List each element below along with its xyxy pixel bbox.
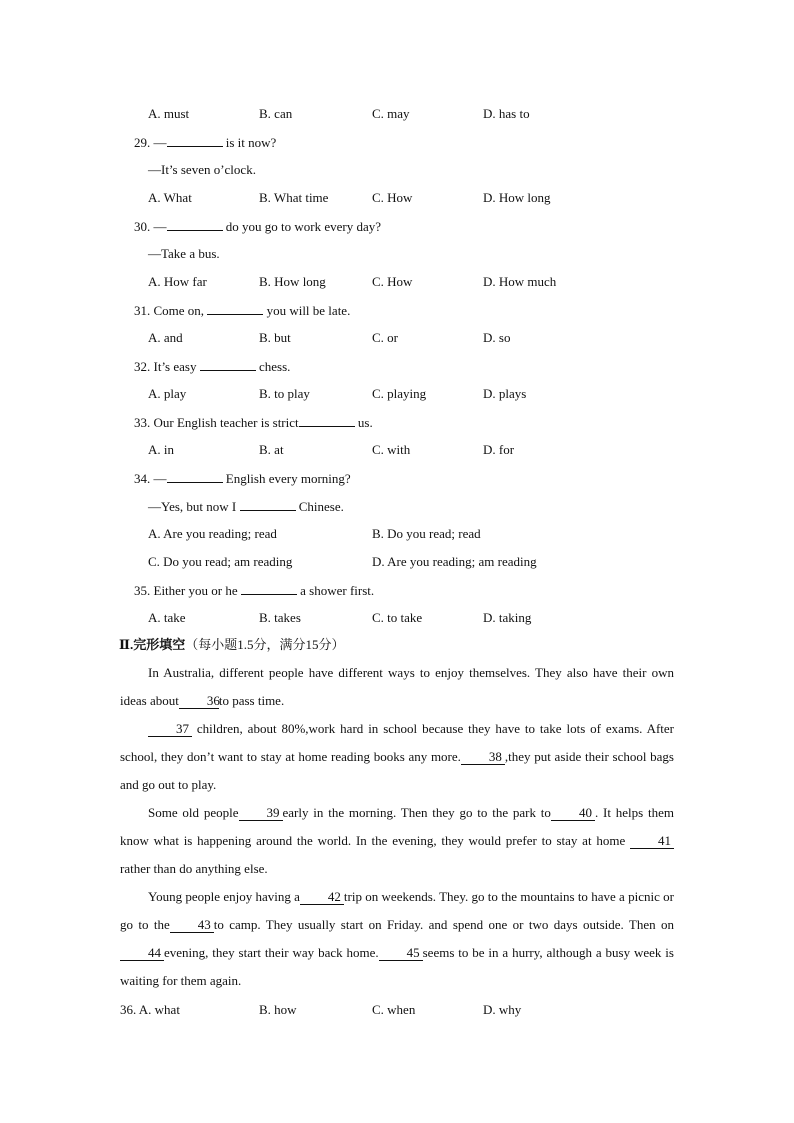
blank-37: 37 bbox=[148, 722, 192, 737]
q33-option-c: C. with bbox=[372, 442, 411, 457]
q33-blank bbox=[299, 414, 355, 427]
q33-text-after: us. bbox=[354, 415, 373, 430]
q32-option-a: A. play bbox=[148, 386, 187, 401]
p3-text-b: early in the morning. Then they go to the park to bbox=[282, 805, 551, 820]
section-title-rest: （每小题1.5分，满分15分） bbox=[185, 637, 345, 652]
blank-43: 43 bbox=[170, 918, 214, 933]
q34-option-a: A. Are you reading; read bbox=[148, 526, 277, 541]
q36-option-c: C. when bbox=[372, 1002, 416, 1017]
q35-option-d: D. taking bbox=[483, 610, 532, 625]
p3-text-c: . It helps them know what is happening around the world. In the evening, they would prefer to stay at home bbox=[120, 805, 674, 848]
q28-option-a: A. must bbox=[148, 106, 190, 121]
q32-stem bbox=[134, 358, 290, 375]
q30-number: 30. — bbox=[134, 219, 167, 234]
q30-answer-line: —Take a bus. bbox=[148, 246, 220, 261]
q36-option-b: B. how bbox=[259, 1002, 297, 1017]
p4-text-a: Young people enjoy having a bbox=[148, 889, 300, 904]
q28-option-c: C. may bbox=[372, 106, 410, 121]
p4-text-b: trip on weekends. They. go to the mountains to have a picnic or go to the bbox=[120, 889, 674, 932]
q32-option-b: B. to play bbox=[259, 386, 310, 401]
p4-text-d: evening, they start their way back home. bbox=[164, 945, 379, 960]
q32-option-d: D. plays bbox=[483, 386, 527, 401]
q31-text-after: you will be late. bbox=[263, 303, 351, 318]
q32-text-before: 32. It’s easy bbox=[134, 359, 200, 374]
blank-36: 36 bbox=[179, 694, 219, 709]
q33-text-before: 33. Our English teacher is strict bbox=[134, 415, 299, 430]
q35-text-before: 35. Either you or he bbox=[134, 583, 241, 598]
q29-option-b: B. What time bbox=[259, 190, 329, 205]
q34-line2-after: Chinese. bbox=[295, 499, 344, 514]
p1-text-a: In Australia, different people have different ways to enjoy themselves. They also have their own ideas about bbox=[120, 665, 674, 708]
p3-text-a: Some old people bbox=[148, 805, 239, 820]
q30-blank bbox=[167, 218, 223, 231]
q29-text: is it now? bbox=[222, 135, 277, 150]
q28-option-b: B. can bbox=[259, 106, 293, 121]
q32-option-c: C. playing bbox=[372, 386, 427, 401]
blank-44: 44 bbox=[120, 946, 164, 961]
q30-text: do you go to work every day? bbox=[222, 219, 381, 234]
q35-text-after: a shower first. bbox=[296, 583, 375, 598]
blank-45: 45 bbox=[379, 946, 423, 961]
q34-line2-before: —Yes, but now I bbox=[148, 499, 240, 514]
q31-option-d: D. so bbox=[483, 330, 511, 345]
q34-option-d: D. Are you reading; am reading bbox=[372, 554, 537, 569]
q33-option-b: B. at bbox=[259, 442, 284, 457]
q32-text-after: chess. bbox=[255, 359, 291, 374]
q33-option-d: D. for bbox=[483, 442, 515, 457]
blank-41: 41 bbox=[630, 834, 674, 849]
q29-answer-line: —It’s seven o’clock. bbox=[148, 162, 256, 177]
q35-option-c: C. to take bbox=[372, 610, 423, 625]
passage-paragraph-2 bbox=[120, 715, 674, 799]
q34-answer-line bbox=[148, 498, 344, 515]
q36-option-d: D. why bbox=[483, 1002, 522, 1017]
q34-option-c: C. Do you read; am reading bbox=[148, 554, 293, 569]
q33-option-a: A. in bbox=[148, 442, 174, 457]
p4-text-c: to camp. They usually start on Friday. and spend one or two days outside. Then on bbox=[213, 917, 674, 932]
blank-38: 38 bbox=[461, 750, 505, 765]
p2-text-b: ,they put aside their school bags and go out to play. bbox=[120, 749, 674, 792]
q32-blank bbox=[200, 358, 256, 371]
p3-text-d: rather than do anything else. bbox=[120, 861, 268, 876]
p1-text-b: to pass time. bbox=[218, 693, 285, 708]
q29-stem bbox=[134, 134, 276, 151]
passage-paragraph-1 bbox=[120, 659, 674, 715]
q35-option-a: A. take bbox=[148, 610, 186, 625]
q29-blank bbox=[167, 134, 223, 147]
blank-40: 40 bbox=[551, 806, 595, 821]
q30-stem bbox=[134, 218, 381, 235]
q30-option-c: C. How bbox=[372, 274, 413, 289]
q31-option-a: A. and bbox=[148, 330, 183, 345]
q35-stem bbox=[134, 582, 374, 599]
q30-option-b: B. How long bbox=[259, 274, 326, 289]
q28-option-d: D. has to bbox=[483, 106, 530, 121]
q35-blank bbox=[241, 582, 297, 595]
q31-option-c: C. or bbox=[372, 330, 398, 345]
q29-option-c: C. How bbox=[372, 190, 413, 205]
passage-paragraph-3 bbox=[120, 799, 674, 883]
q31-stem bbox=[134, 302, 350, 319]
q34-number: 34. — bbox=[134, 471, 167, 486]
blank-39: 39 bbox=[239, 806, 283, 821]
q29-number: 29. — bbox=[134, 135, 167, 150]
q31-blank bbox=[207, 302, 263, 315]
q33-stem bbox=[134, 414, 373, 431]
q34-blank-1 bbox=[167, 470, 223, 483]
p2-text-a: children, about 80%,work hard in school because they have to take lots of exams. After school, they don’t want to stay at home reading books any more. bbox=[120, 721, 674, 764]
q29-option-d: D. How long bbox=[483, 190, 551, 205]
blank-42: 42 bbox=[300, 890, 344, 905]
q34-option-b: B. Do you read; read bbox=[372, 526, 481, 541]
section-title-bold: Ⅱ.完形填空 bbox=[119, 637, 186, 652]
q30-option-d: D. How much bbox=[483, 274, 557, 289]
q30-option-a: A. How far bbox=[148, 274, 207, 289]
q36-option-a: 36. A. what bbox=[120, 1002, 180, 1017]
p4-text-e: seems to be in a hurry, although a busy week is waiting for them again. bbox=[120, 945, 674, 988]
section-title bbox=[119, 637, 344, 653]
q34-stem bbox=[134, 470, 351, 487]
q34-text: English every morning? bbox=[222, 471, 351, 486]
q35-option-b: B. takes bbox=[259, 610, 301, 625]
q34-blank-2 bbox=[240, 498, 296, 511]
passage-paragraph-4 bbox=[120, 883, 674, 995]
q29-option-a: A. What bbox=[148, 190, 192, 205]
q31-option-b: B. but bbox=[259, 330, 291, 345]
q31-text-before: 31. Come on, bbox=[134, 303, 208, 318]
